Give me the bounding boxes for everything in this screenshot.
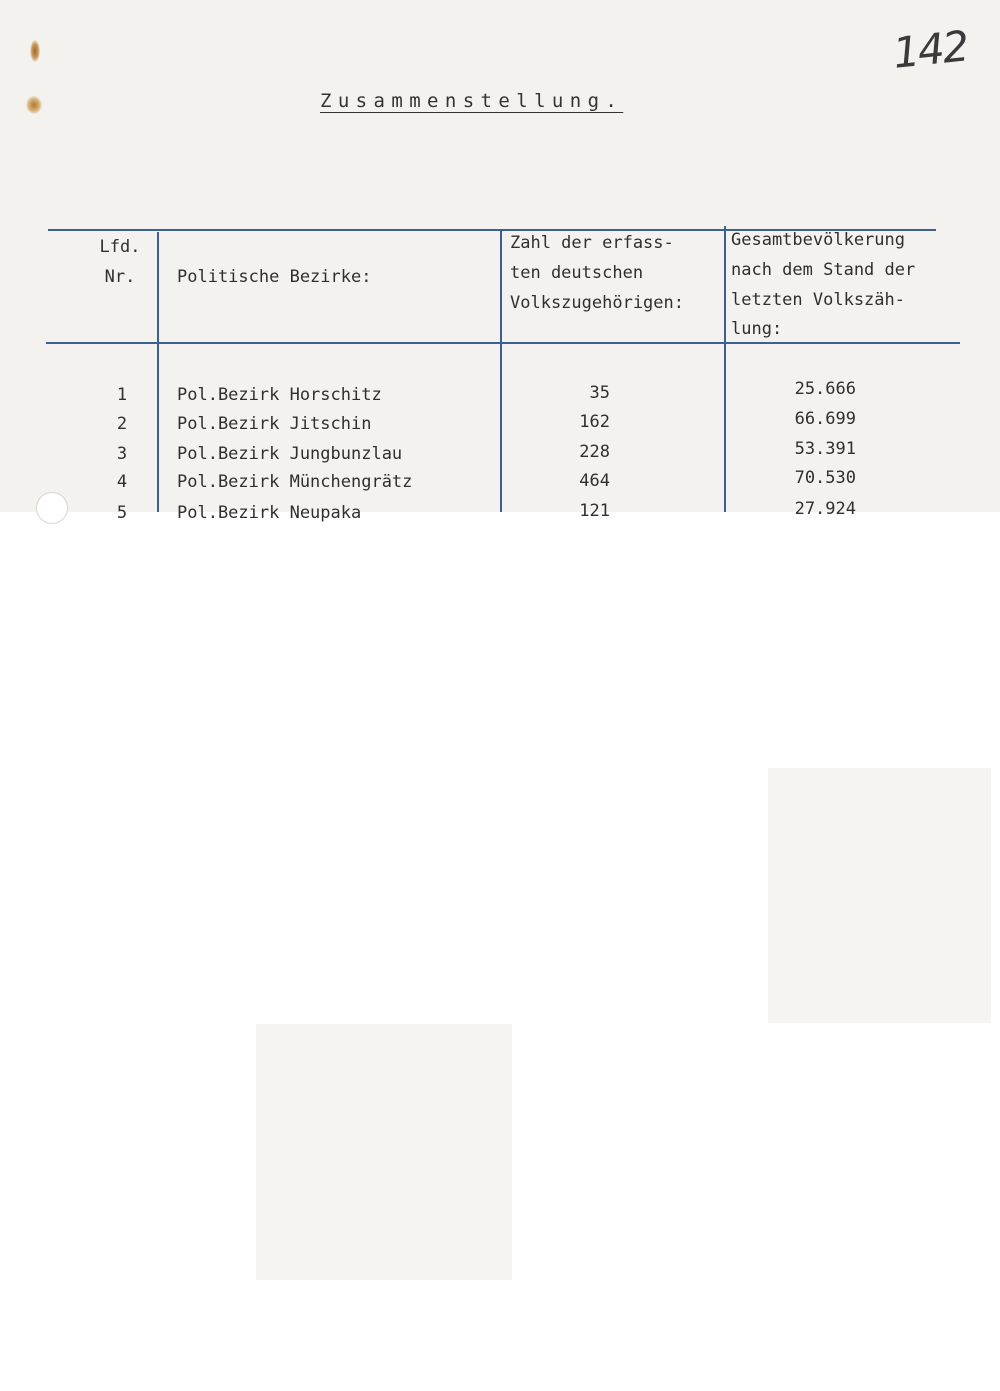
row-nr: 2 [116, 414, 128, 434]
table-header-rule [46, 342, 960, 344]
row-erfasst: 162 [579, 412, 610, 432]
row-bezirk: Pol.Bezirk Jungbunzlau [177, 444, 403, 464]
row-gesamt: 70.530 [794, 468, 856, 488]
paper-fragment [256, 1024, 512, 1280]
header-gesamt-line2: nach dem Stand der [731, 260, 916, 280]
header-gesamt-line4: lung: [731, 319, 783, 339]
row-gesamt: 66.699 [794, 409, 856, 429]
header-bezirk: Politische Bezirke: [177, 267, 372, 287]
row-nr: 1 [116, 385, 128, 405]
header-erfasst-line2: ten deutschen [510, 263, 644, 283]
header-nr-line2: Nr. [104, 267, 136, 287]
row-nr: 3 [116, 444, 128, 464]
header-erfasst-line1: Zahl der erfass- [510, 233, 674, 253]
row-bezirk: Pol.Bezirk Jitschin [177, 414, 372, 434]
header-nr-line1: Lfd. [99, 237, 141, 257]
row-gesamt: 27.924 [794, 499, 856, 519]
header-erfasst-line3: Volkszugehörigen: [510, 293, 684, 313]
row-erfasst: 464 [579, 471, 610, 491]
row-erfasst: 35 [589, 383, 610, 403]
row-nr: 4 [116, 472, 128, 492]
row-erfasst: 228 [579, 442, 610, 462]
column-divider [724, 226, 726, 512]
header-gesamt-line3: letzten Volkszäh- [731, 290, 905, 310]
population-table [0, 0, 1000, 523]
row-gesamt: 25.666 [794, 379, 856, 399]
row-bezirk: Pol.Bezirk Horschitz [177, 385, 382, 405]
row-erfasst: 121 [579, 501, 610, 521]
row-nr: 5 [116, 503, 128, 523]
row-bezirk: Pol.Bezirk Neupaka [177, 503, 362, 523]
row-gesamt: 53.391 [794, 439, 856, 459]
header-gesamt-line1: Gesamtbevölkerung [731, 230, 905, 250]
page-number: 142 [890, 21, 970, 78]
column-divider [500, 229, 502, 512]
document-title: Zusammenstellung. [320, 90, 624, 112]
paper-fragment [768, 768, 991, 1023]
row-bezirk: Pol.Bezirk Münchengrätz [177, 472, 413, 492]
